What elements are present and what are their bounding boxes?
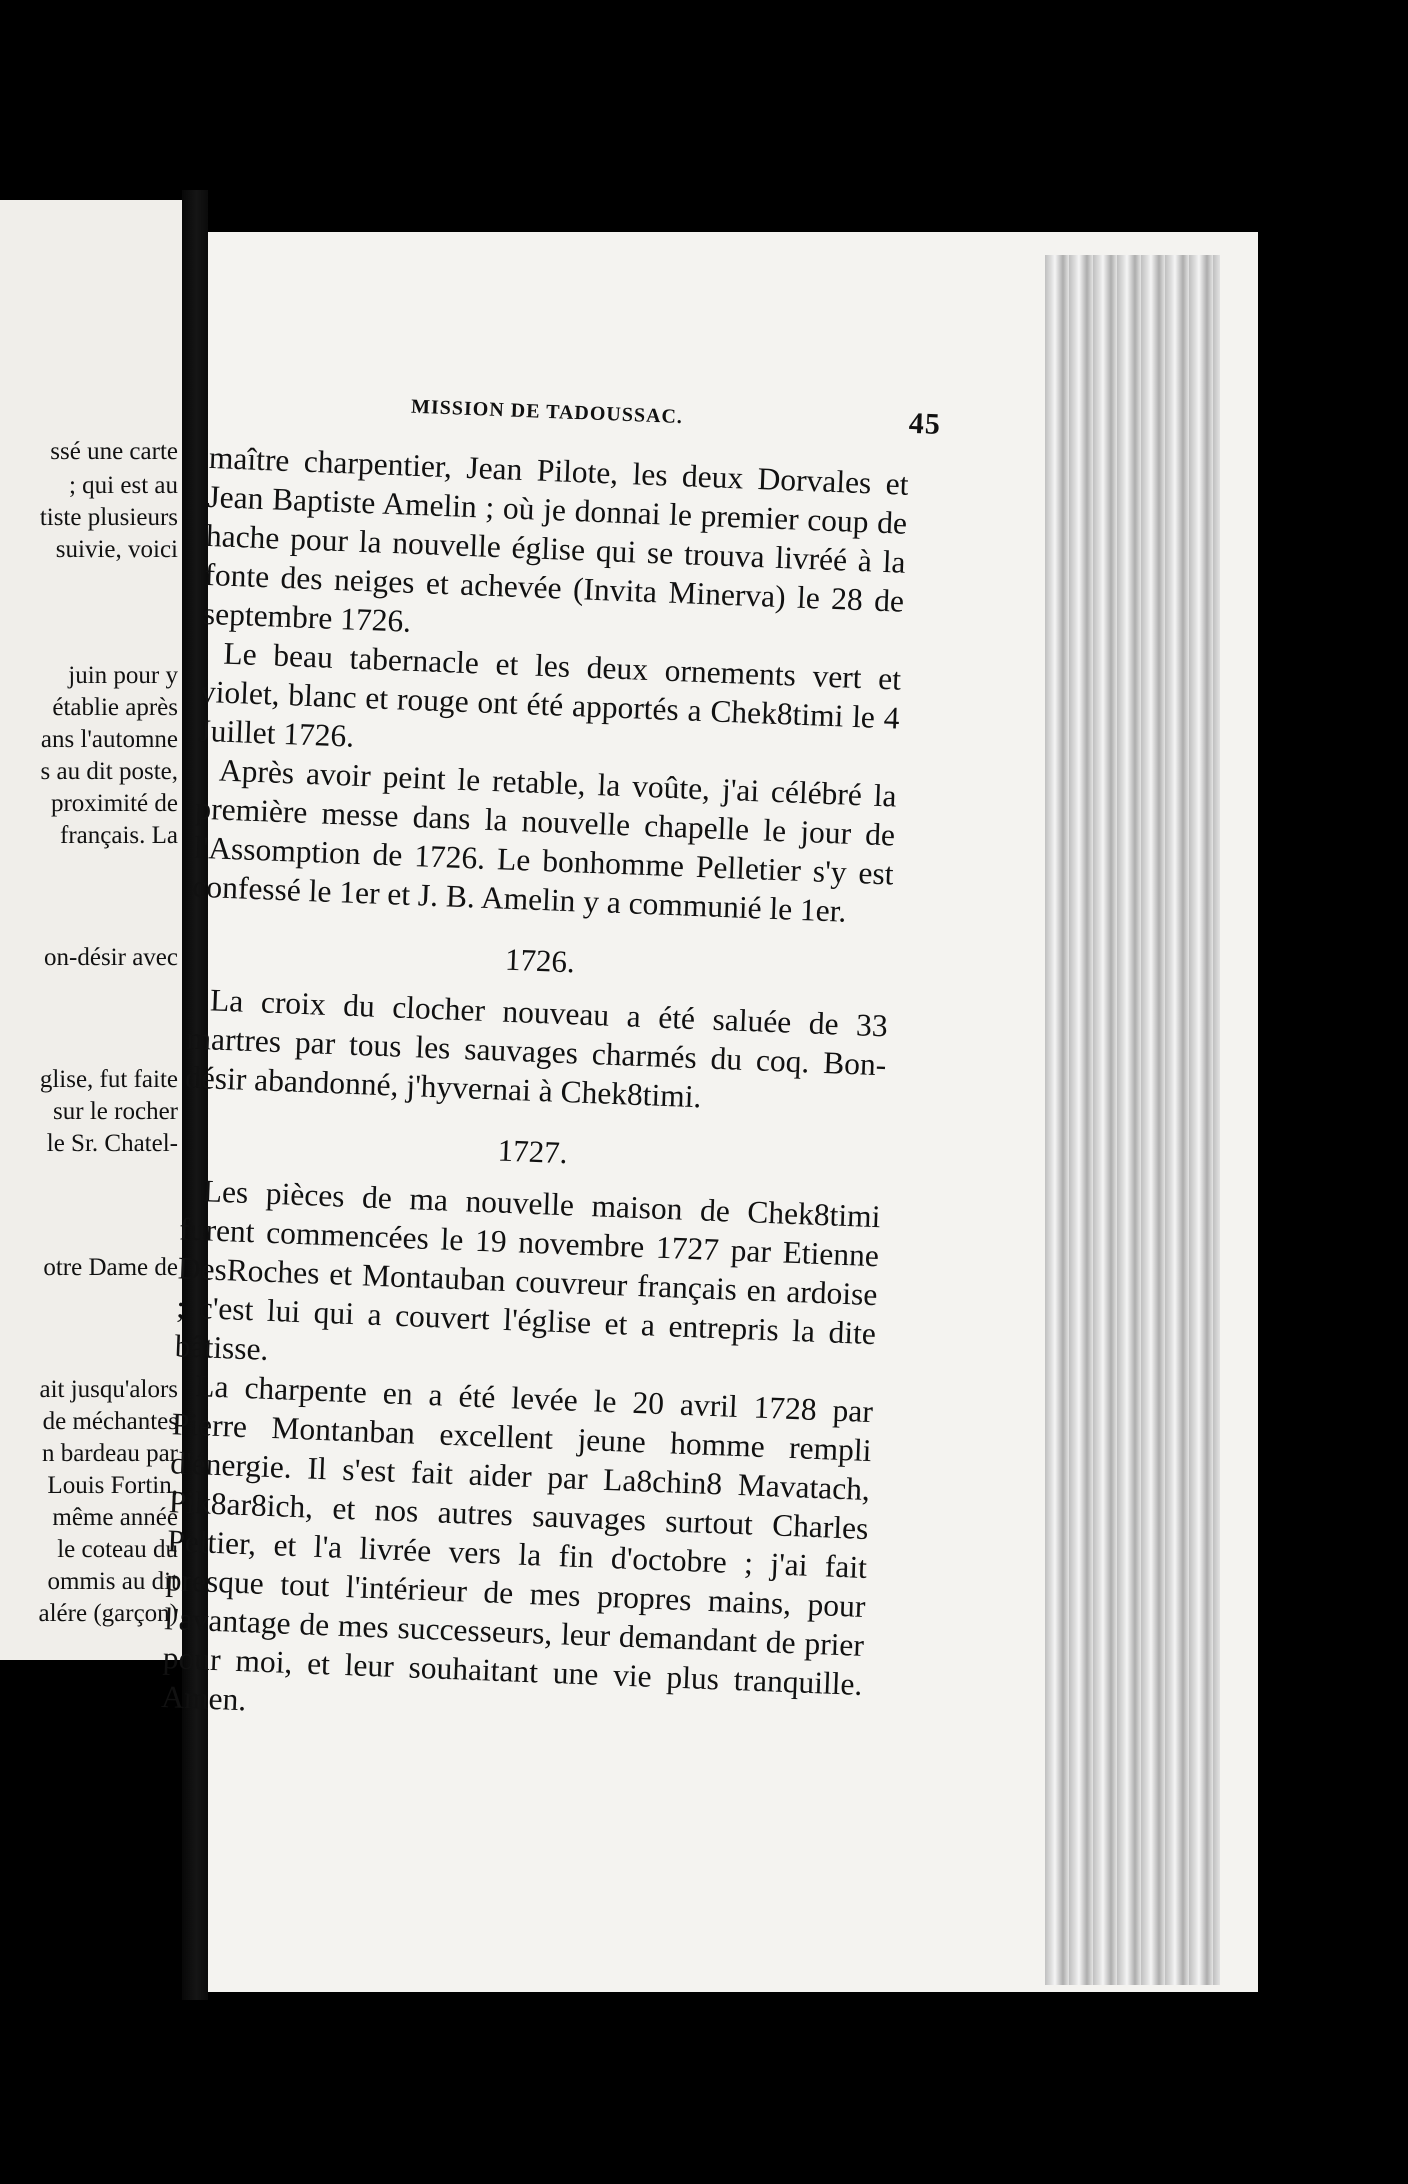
left-line: ssé une carte bbox=[50, 438, 178, 465]
left-line: le Sr. Chatel- bbox=[46, 1130, 178, 1157]
left-line: s au dit poste, bbox=[40, 758, 178, 785]
left-line: suivie, voici bbox=[55, 536, 178, 563]
page-text bbox=[160, 380, 942, 1743]
left-line: glise, fut faite bbox=[39, 1066, 178, 1093]
paragraph: Les pièces de ma nouvelle maison de Chek8timi furent commencées le 19 novembre 1727 par Etienne DesRoches et Montauban couvreur français en ardoise ; c'est lui qui a couvert l'église et a entrepris la dite bâtisse. bbox=[174, 1173, 882, 1367]
left-line: otre Dame de bbox=[43, 1254, 178, 1281]
page-edges bbox=[1045, 255, 1220, 1985]
left-line: n bardeau par bbox=[41, 1440, 178, 1467]
left-line: ommis au dit bbox=[47, 1568, 178, 1595]
page-number: 45 bbox=[908, 406, 942, 441]
left-line: juin pour y bbox=[68, 662, 178, 689]
left-line: établie après bbox=[52, 694, 178, 721]
year-heading: 1727. bbox=[497, 1132, 569, 1171]
left-line: sur le rocher bbox=[53, 1098, 178, 1125]
left-line: français. La bbox=[60, 822, 178, 849]
paragraph: Le beau tabernacle et les deux ornements vert et violet, blanc et rouge ont été apportés a Chek8timi le 4 Juillet 1726. bbox=[197, 635, 902, 754]
running-head: MISSION DE TADOUSSAC. bbox=[410, 395, 684, 429]
left-line: même année bbox=[52, 1504, 178, 1531]
paragraph: La croix du clocher nouveau a été saluée de 33 martres par tous les sauvages charmés du coq. Bon-désir abandonné, j'hyvernai à Chek8timi. bbox=[184, 982, 889, 1115]
paragraph: La charpente en a été levée le 20 avril 1728 par Pierre Montanban excellent jeune homme rempli d'énergie. Il s'est fait aider par La8chin8 Mavatach, Pik8ar8ich, et nos autres sauvages surtout Charles Peltier, et l'a livrée vers la fin d'octobre ; j'ai fait presque tout l'intérieur de mes propres mains, pour l'avantage de mes successeurs, leur demandant de prier pour moi, et leur souhaitant une vie plus tranquille. Amen. bbox=[160, 1368, 874, 1718]
left-line: Louis Fortin, bbox=[47, 1472, 178, 1499]
year-heading: 1726. bbox=[504, 941, 576, 980]
left-line: ait jusqu'alors bbox=[39, 1376, 178, 1403]
left-line: on-désir avec bbox=[44, 944, 178, 971]
left-line: de méchantes bbox=[42, 1408, 178, 1435]
paragraph: maître charpentier, Jean Pilote, les deux Dorvales et Jean Baptiste Amelin ; où je donnai le premier coup de hache pour la nouvelle église qui se trouva livréé à la fonte des neiges et achevée (Invita Minerva) le 28 de septembre 1726. bbox=[202, 439, 910, 639]
left-page bbox=[0, 200, 182, 1660]
left-line: ans l'automne bbox=[40, 726, 178, 753]
left-line: alére (garçon) bbox=[38, 1600, 178, 1627]
left-line: le coteau du bbox=[57, 1536, 178, 1563]
paragraph: Après avoir peint le retable, la voûte, j'ai célébré la première messe dans la nouvelle chapelle le jour de l'Assomption de 1726. Le bonhomme Pelletier s'y est confessé le 1er et J. B. Amelin y a communié le 1er. bbox=[191, 752, 898, 929]
left-line: ; qui est au bbox=[68, 472, 178, 499]
left-line: proximité de bbox=[50, 790, 178, 817]
left-line: tiste plusieurs bbox=[39, 504, 178, 531]
